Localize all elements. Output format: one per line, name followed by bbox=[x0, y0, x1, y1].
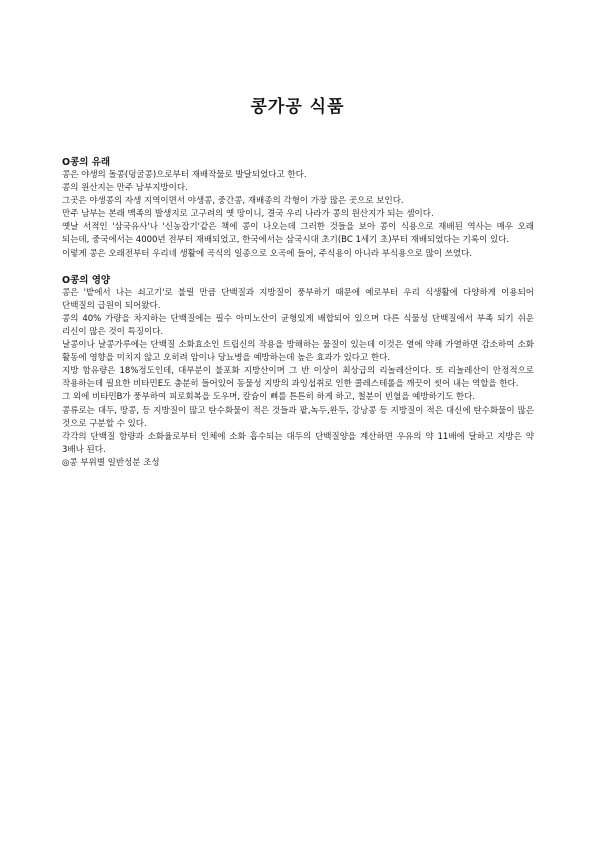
paragraph: 날콩이나 날콩가루에는 단백질 소화효소인 트립신의 작용을 방해하는 물질이 있는데 이것은 열에 약해 가열하면 감소하여 소화 활동에 영향을 미치지 않고 오히려 암이나 당뇨병을 예방하는데 높은 효과가 있다고 한다. bbox=[62, 340, 534, 364]
section-origin bbox=[62, 156, 534, 261]
document-title: 콩가공 식품 bbox=[250, 97, 345, 117]
section-nutrition bbox=[62, 274, 534, 470]
paragraph: 콩은 야생의 돌콩(덩굴콩)으로부터 재배작물로 발달되었다고 한다. bbox=[62, 170, 307, 180]
document-body bbox=[62, 156, 534, 470]
paragraph: 이렇게 콩은 오래전부터 우리네 생활에 곡식의 일종으로 오곡에 들어, 주식용이 아니라 부식용으로 많이 쓰였다. bbox=[62, 248, 473, 259]
paragraph: 그 외에 비타민B가 풍부하여 피로회복을 도우며, 칼슘이 뼈를 튼튼히 하게 하고, 철분이 빈혈을 예방하기도 한다. bbox=[62, 392, 476, 403]
paragraph: 각각의 단백질 함량과 소화율로부터 인체에 소화 흡수되는 대두의 단백질양을 계산하면 우유의 약 11배에 달하고 지방은 약 3배나 된다. bbox=[62, 431, 534, 455]
section-heading: O콩의 유래 bbox=[62, 157, 111, 168]
paragraph: 옛날 서적인 '삼국유사'나 '신농잡기'같은 책에 콩이 나오는데 그러한 것들을 보아 콩이 식용으로 재배된 역사는 매우 오래 되는데, 중국에서는 4000년 전부터 재배되었고, 한국에서는 삼국시대 초기(BC 1세기 초)부터 재배되었다는 기록이 있다. bbox=[62, 222, 534, 246]
paragraph: 그곳은 야생콩의 자생 지역이면서 야생콩, 중간콩, 재배종의 각형이 가장 많은 곳으로 보인다. bbox=[62, 196, 404, 207]
paragraph: 콩류로는 대두, 땅콩, 등 지방질이 많고 탄수화물이 적은 것들과 팥,녹두,완두, 강낭콩 등 지방질이 적은 대신에 탄수화물이 많은 것으로 구분할 수 있다. bbox=[62, 405, 534, 429]
paragraph: 만주 남부는 본래 맥족의 발생지로 고구려의 옛 땅이니, 결국 우리 나라가 콩의 원산지가 되는 셈이다. bbox=[62, 209, 434, 220]
paragraph: 콩의 원산지는 만주 남부지방이다. bbox=[62, 183, 188, 194]
paragraph: 지방 함유량은 18%정도인데, 대부분이 불포화 지방산이며 그 반 이상이 최상급의 리놀레산이다. 또 리놀레산이 안정적으로 작용하는데 필요한 비타민E도 충분히 들어있어 동물성 지방의 과잉섭취로 인한 콜레스테롤을 깨끗이 씻어 내는 역할을 한다. bbox=[62, 366, 534, 390]
paragraph: 콩의 40% 가량을 차지하는 단백질에는 필수 아미노산이 균형있게 배합되어 있으며 다른 식물성 단백질에서 부족 되기 쉬운 리신이 많은 것이 특징이다. bbox=[62, 313, 534, 337]
paragraph: 콩은 '밭에서 나는 쇠고기'로 불릴 만큼 단백질과 지방질이 풍부하기 때문에 예로부터 우리 식생활에 다양하게 이용되어 단백질의 급원이 되어왔다. bbox=[62, 287, 534, 311]
footer-note: ◎콩 부위별 일반성분 조성 bbox=[62, 457, 160, 468]
section-heading: O콩의 영양 bbox=[62, 274, 111, 286]
